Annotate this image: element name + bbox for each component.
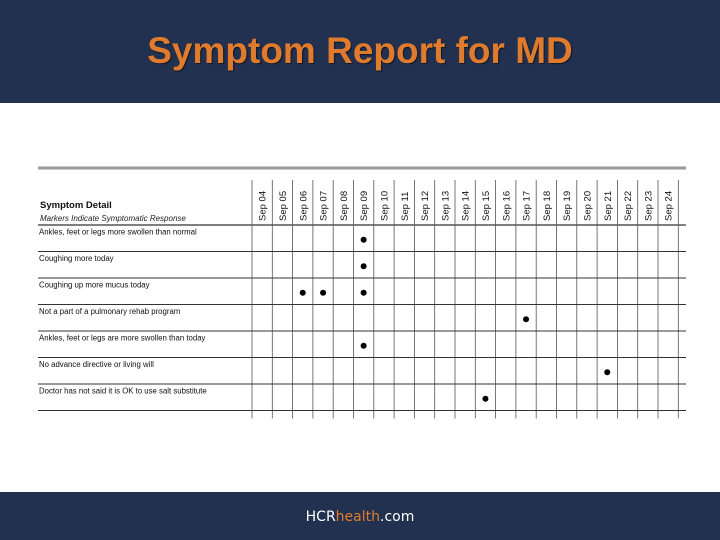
date-column-label: Sep 24 [663,190,675,221]
report-subheading: Markers Indicate Symptomatic Response [40,214,186,223]
brand-logo [0,509,720,525]
date-column-label: Sep 13 [440,190,452,221]
report-heading: Symptom Detail [40,200,112,211]
symptom-label: Coughing more today [39,254,114,263]
brand-suffix: .com [380,509,415,525]
symptom-marker [361,237,367,243]
symptom-label: Not a part of a pulmonary rehab program [39,307,181,316]
symptom-marker [361,263,367,269]
date-column-label: Sep 20 [582,190,594,221]
date-column-label: Sep 17 [521,190,533,221]
symptom-label: Ankles, feet or legs are more swollen than today [39,333,206,343]
symptom-marker [300,290,306,296]
symptom-label: Coughing up more mucus today [39,280,150,290]
date-column-label: Sep 11 [399,191,411,221]
date-column-label: Sep 22 [623,190,635,221]
brand-prefix: HCR [305,509,336,525]
date-column-label: Sep 16 [501,190,513,221]
symptom-marker [482,396,488,402]
symptom-report-table [0,103,720,492]
symptom-label: Ankles, feet or legs more swollen than normal [39,227,197,237]
date-column-label: Sep 14 [460,190,472,221]
date-column-label: Sep 15 [480,190,492,221]
symptom-marker [604,369,610,375]
date-column-label: Sep 19 [562,190,574,221]
footer-bar [0,492,720,540]
date-column-label: Sep 04 [257,190,269,221]
symptom-marker [320,290,326,296]
brand-accent: health [335,509,380,525]
symptom-marker [361,343,367,349]
date-column-label: Sep 09 [359,190,371,221]
date-column-label: Sep 07 [318,190,330,221]
symptom-label: Doctor has not said it is OK to use salt substitute [39,386,207,396]
date-column-label: Sep 10 [379,190,391,221]
symptom-marker [523,316,529,322]
date-column-label: Sep 05 [277,190,289,221]
symptom-marker [361,290,367,296]
date-column-label: Sep 06 [298,190,310,221]
title-bar [0,0,720,103]
date-column-label: Sep 08 [338,190,350,221]
date-column-label: Sep 12 [420,190,432,221]
slide-title: Symptom Report for MD [147,30,573,71]
date-column-label: Sep 21 [602,190,614,221]
symptom-label: No advance directive or living will [39,360,154,369]
date-column-label: Sep 23 [643,190,655,221]
date-column-label: Sep 18 [541,190,553,221]
